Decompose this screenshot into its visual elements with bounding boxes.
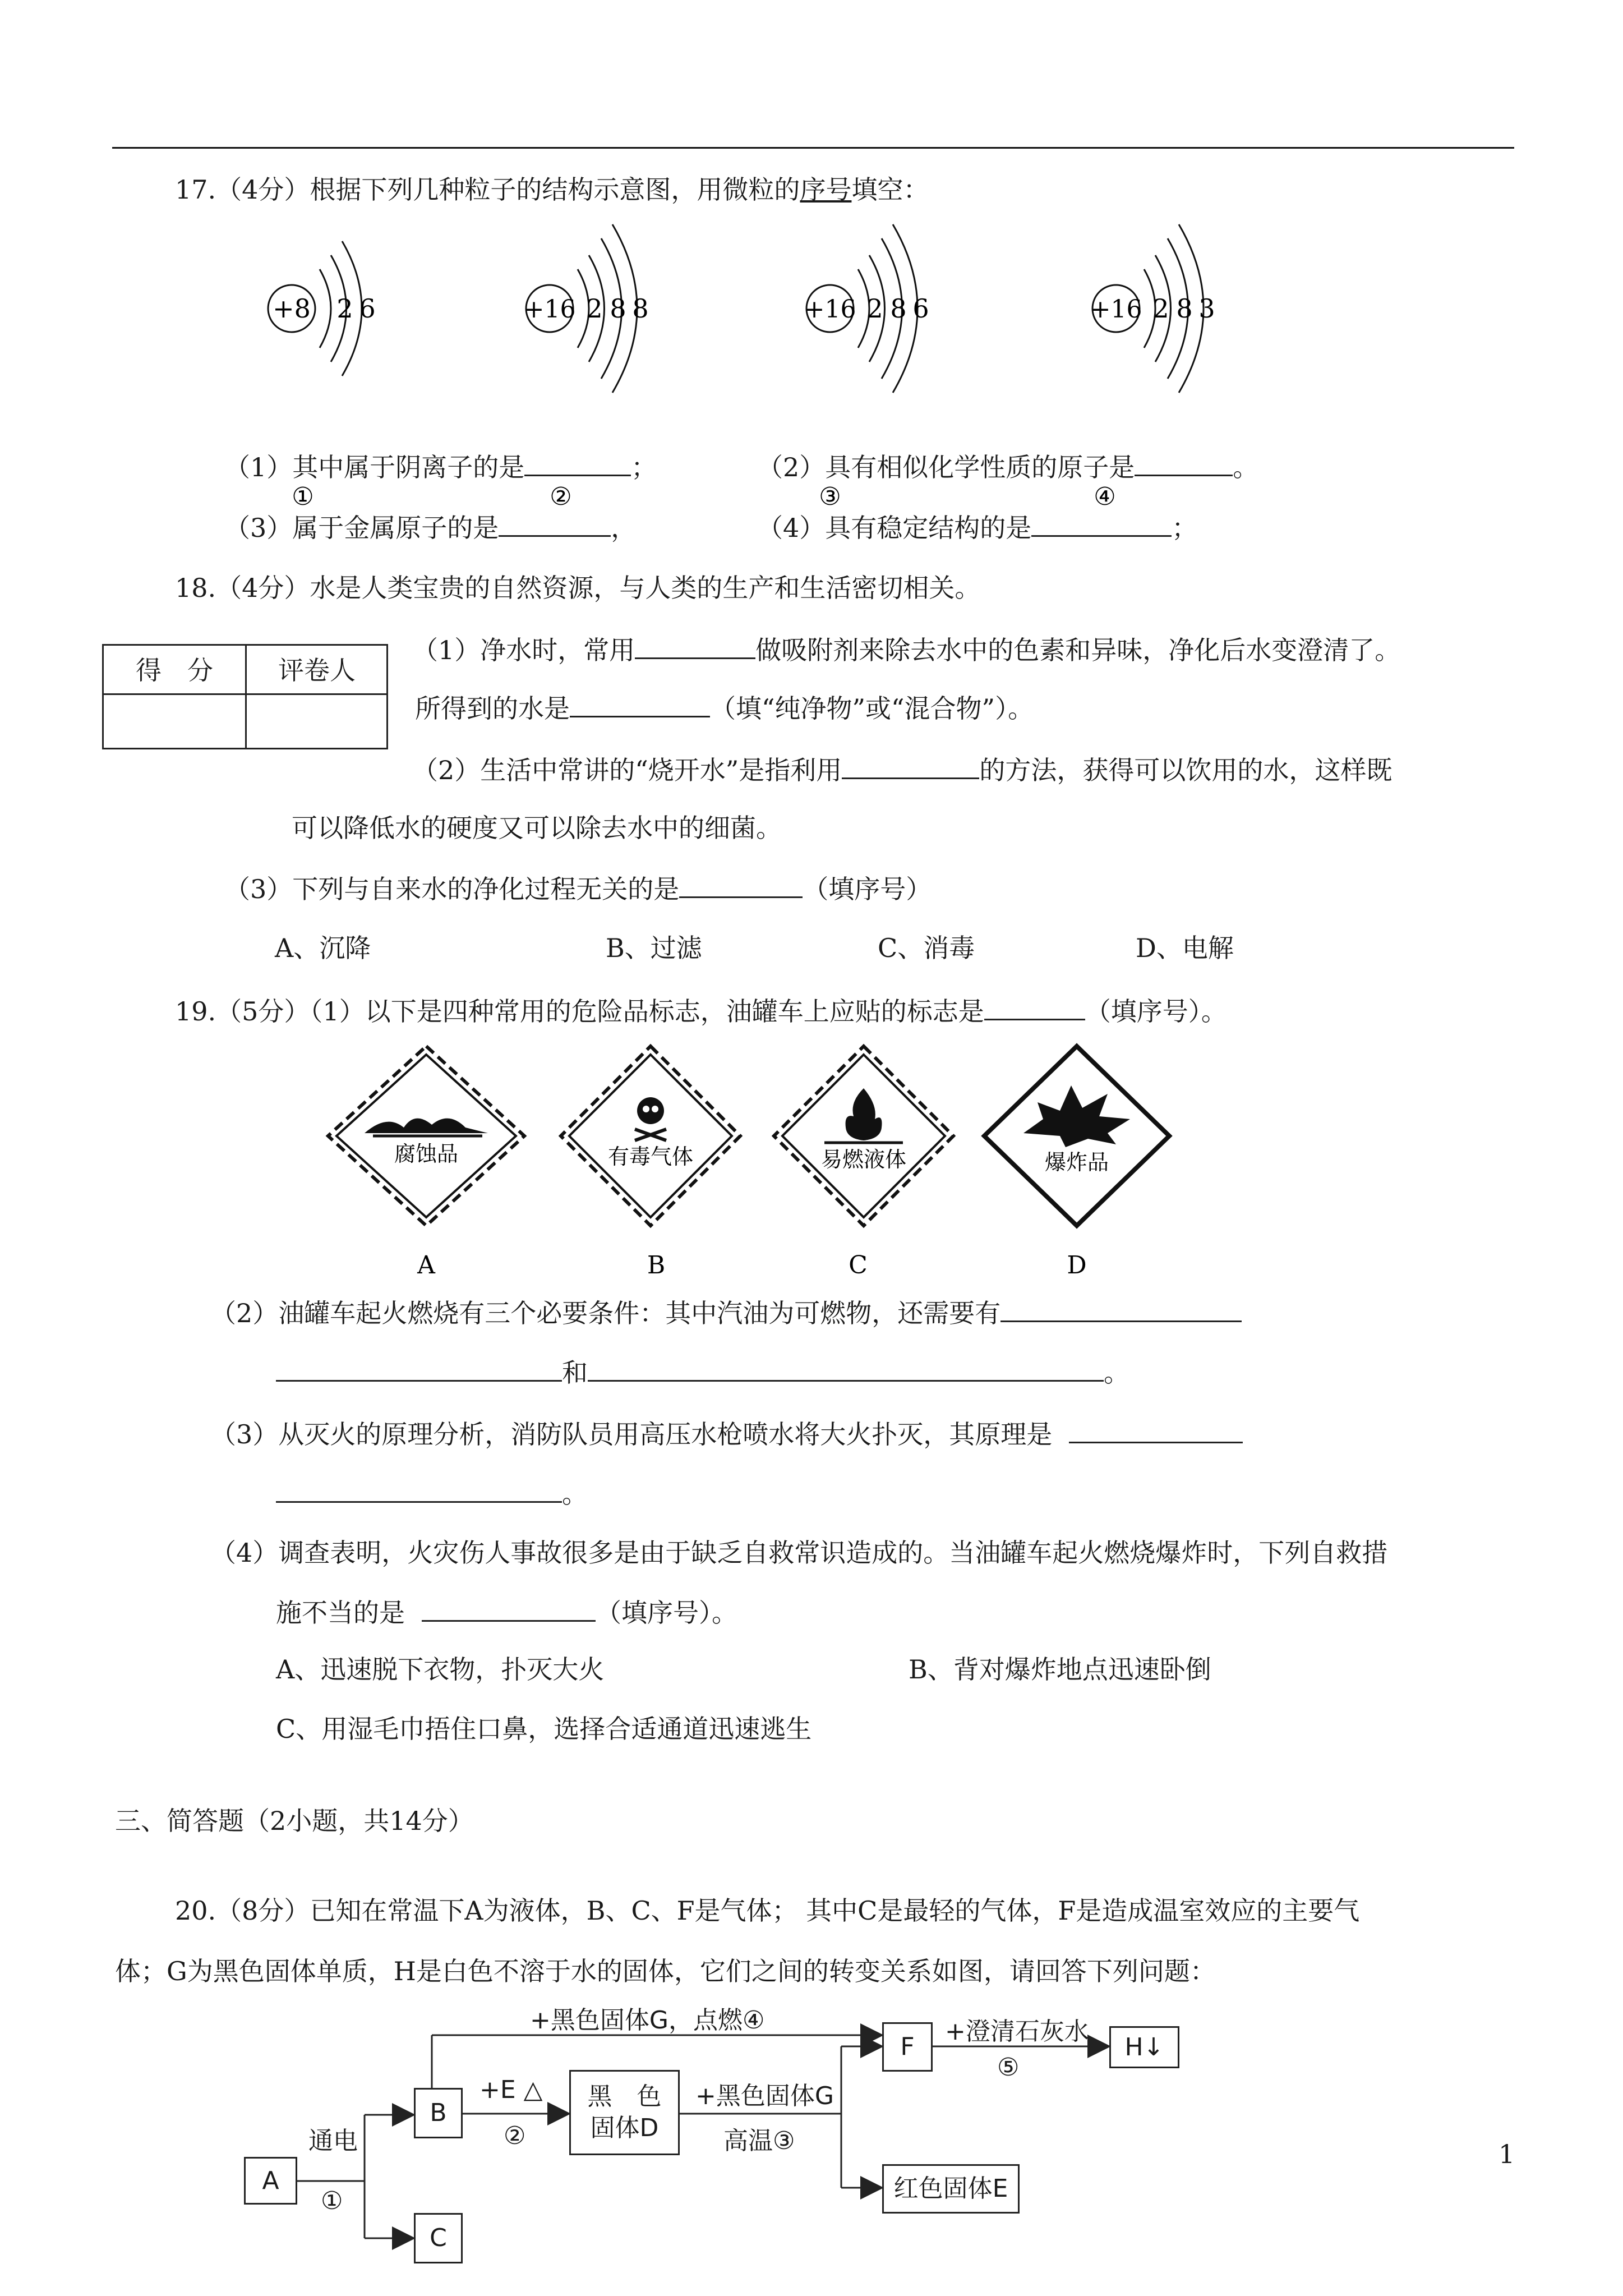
particle-4-shell-2: 8 — [1176, 293, 1193, 324]
section-3-heading: 三、简答题（2小题，共14分） — [115, 1806, 474, 1836]
toxic-gas-sign-label: 有毒气体 — [607, 1144, 694, 1169]
particle-2-nucleus: +16 — [523, 295, 576, 324]
q20-line2: 体；G为黑色固体单质，H是白色不溶于水的固体，它们之间的转变关系如图，请回答下列问题： — [115, 1956, 1216, 1986]
q18-part2-text-a: （2）生活中常讲的“烧开水”是指利用 — [412, 755, 842, 785]
node-h — [1109, 2026, 1179, 2068]
q18-part2-text-b: 的方法，获得可以饮用的水，这样既 — [979, 755, 1393, 785]
q18-part3-text-a: （3）下列与自来水的净化过程无关的是 — [224, 874, 680, 904]
particle-2-label: ② — [550, 482, 572, 511]
sign-letter-c: C — [849, 1251, 868, 1280]
node-c-label: C — [430, 2224, 447, 2252]
q17-part2-text: （2）具有相似化学性质的原子是 — [757, 452, 1135, 482]
particle-1-shell-2: 6 — [359, 293, 376, 324]
node-d-label-2: 固体D — [590, 2114, 659, 2142]
particle-1-label: ① — [292, 482, 314, 511]
particle-4-shell-1: 2 — [1152, 293, 1169, 324]
q19-part4-text-b: 施不当的是 — [276, 1598, 405, 1628]
q19-part2-text-b: 和 — [562, 1358, 588, 1388]
node-a — [244, 2157, 297, 2205]
sign-letter-d: D — [1067, 1251, 1087, 1280]
q18-part1-text-d: （填“纯净物”或“混合物”）。 — [710, 693, 1034, 724]
q17-part4-end: ； — [1172, 513, 1198, 543]
particle-3-shell-3: 6 — [912, 293, 929, 324]
particle-3-shell-2: 8 — [890, 293, 907, 324]
arrow-top-label: +黑色固体G，点燃④ — [530, 2006, 765, 2035]
q19-stem-b: （填序号）。 — [1085, 996, 1227, 1027]
q18-number: 18. — [175, 573, 216, 603]
q18-part3-text-b: （填序号） — [803, 874, 932, 904]
grader-label: 评卷人 — [278, 655, 356, 685]
q18-option-d: D、电解 — [1136, 933, 1234, 963]
node-c — [414, 2213, 463, 2263]
q19-stem-a: （5分）（1）以下是四种常用的危险品标志，油罐车上应贴的标志是 — [216, 996, 984, 1027]
q18-option-b: B、过滤 — [606, 933, 702, 963]
arrow-d-top-label: +黑色固体G — [695, 2082, 834, 2110]
q17-stem-b: 序号 — [800, 174, 852, 205]
flammable-liquid-sign-label: 易燃液体 — [820, 1147, 907, 1172]
q19-number: 19. — [175, 996, 216, 1027]
arrow-bd-bot-label: ② — [504, 2122, 526, 2150]
q17-part3-end: ， — [611, 513, 637, 543]
node-a-label: A — [262, 2166, 279, 2195]
q18-part1-text-c: 所得到的水是 — [415, 693, 570, 724]
q17-stem-a: （4分）根据下列几种粒子的结构示意图，用微粒的 — [216, 174, 800, 205]
particle-2-shell-2: 8 — [610, 293, 626, 324]
particle-4-nucleus: +16 — [1090, 295, 1142, 324]
q17-part1-end: ； — [631, 452, 657, 482]
node-d — [569, 2070, 680, 2155]
particle-1-nucleus: +8 — [273, 293, 311, 324]
particle-3-shell-1: 2 — [866, 293, 883, 324]
q20-line1-text: （8分）已知在常温下A为液体，B、C、F是气体； 其中C是最轻的气体，F是造成温室效应的主要气 — [216, 1895, 1360, 1926]
q18-option-c: C、消毒 — [878, 933, 975, 963]
q17-part4-text: （4）具有稳定结构的是 — [757, 513, 1032, 543]
q19-option-b: B、背对爆炸地点迅速卧倒 — [909, 1654, 1211, 1685]
particle-4-shell-3: 3 — [1198, 293, 1215, 324]
arrow-a-top-label: 通电 — [308, 2127, 358, 2155]
q18-part1-text-a: （1）净水时，常用 — [412, 635, 635, 665]
particle-1-shell-1: 2 — [336, 293, 353, 324]
q19-part4-line1: （4）调查表明，火灾伤人事故很多是由于缺乏自救常识造成的。当油罐车起火燃烧爆炸时，下列自救措 — [210, 1538, 1388, 1568]
q19-option-c: C、用湿毛巾捂住口鼻，选择合适通道迅速逃生 — [276, 1714, 812, 1744]
q18-stem-text: （4分）水是人类宝贵的自然资源，与人类的生产和生活密切相关。 — [216, 573, 981, 603]
sign-letter-b: B — [647, 1251, 666, 1280]
particle-2-shell-3: 8 — [632, 293, 649, 324]
node-e — [882, 2164, 1020, 2214]
q19-part3-text-b: 。 — [562, 1479, 588, 1509]
q19-part2-text-a: （2）油罐车起火燃烧有三个必要条件：其中汽油为可燃物，还需要有 — [210, 1298, 1001, 1328]
q20-number: 20. — [175, 1895, 216, 1926]
node-f — [882, 2022, 933, 2072]
q17-stem-c: 填空： — [851, 174, 929, 205]
particle-3-label: ③ — [819, 482, 841, 511]
q18-option-a: A、沉降 — [275, 933, 371, 963]
page-number: 1 — [1498, 2139, 1515, 2169]
q17-part3-text: （3）属于金属原子的是 — [224, 513, 499, 543]
q19-part3-text-a: （3）从灭火的原理分析，消防队员用高压水枪喷水将大火扑灭，其原理是 — [210, 1419, 1053, 1450]
q18-part2-line2: 可以降低水的硬度又可以除去水中的细菌。 — [292, 813, 782, 843]
particle-3-nucleus: +16 — [804, 295, 856, 324]
q18-part1-text-b: 做吸附剂来除去水中的色素和异味，净化后水变澄清了。 — [755, 635, 1401, 665]
arrow-bd-top-label: +E △ — [479, 2076, 543, 2104]
q17-part2-end: 。 — [1233, 452, 1259, 482]
q17-number: 17. — [175, 174, 216, 205]
node-f-label: F — [900, 2032, 915, 2061]
node-e-label: 红色固体E — [893, 2174, 1008, 2203]
score-label: 得 分 — [136, 655, 213, 685]
node-b-label: B — [430, 2099, 447, 2127]
explosive-sign-label: 爆炸品 — [1044, 1150, 1109, 1175]
q19-part2-text-c: 。 — [1104, 1358, 1129, 1388]
arrow-d-bot-label: 高温③ — [723, 2127, 795, 2155]
arrow-fh-top-label: +澄清石灰水 — [945, 2017, 1089, 2046]
particle-4-label: ④ — [1094, 482, 1116, 511]
q19-part4-text-c: （填序号）。 — [596, 1598, 737, 1628]
corrosive-sign-label: 腐蚀品 — [394, 1142, 459, 1166]
node-d-label-1: 黑 色 — [587, 2082, 662, 2111]
q19-option-a: A、迅速脱下衣物，扑灭大火 — [276, 1654, 605, 1685]
q17-part1-text: （1）其中属于阴离子的是 — [224, 452, 525, 482]
sign-letter-a: A — [417, 1251, 435, 1280]
particle-2-shell-1: 2 — [586, 293, 603, 324]
node-b — [414, 2088, 463, 2138]
node-h-label: H↓ — [1124, 2032, 1164, 2062]
arrow-fh-bot-label: ⑤ — [997, 2053, 1020, 2082]
arrow-a-bot-label: ① — [321, 2187, 343, 2215]
